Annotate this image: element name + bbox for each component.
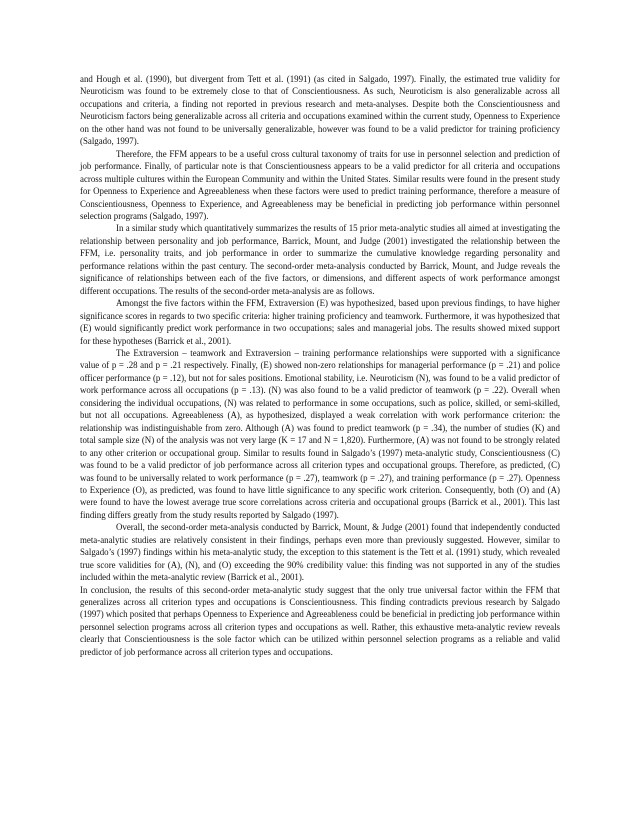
paragraph-6: Overall, the second-order meta-analysis conducted by Barrick, Mount, & Judge (2001) found that independently conducted meta-analytic studies are relatively consistent in their findings, perhaps even more than previously suggested. However, similar to Salgado’s (1997) findings within his meta-analytic study, the exception to this statement is the Tett et al. (1991) study, which revealed true score validities for (A), (N), and (O) exceeding the 90% credibility value: this finding was not supported in any of the studies included within the meta-analytic review (Barrick et al., 2001). (80, 522, 560, 583)
paragraph-5: The Extraversion – teamwork and Extraversion – training performance relationships were supported with a significance value of p = .28 and p = .21 respectively. Finally, (E) showed non-zero relationships for managerial performance (p = .21) and police officer performance (p = .12), but not for sales positions. Emotional stability, i.e. Neuroticism (N), was found to be a valid predictor of work performance across all occupations (p = .13). (N) was also found to be a valid predictor of teamwork (p = .22). Overall when considering the individual occupations, (N) was related to performance in some occupations, such as police, skilled, or semi-skilled, but not all occupations. Agreeableness (A), as hypothesized, displayed a weak correlation with work performance criterion: the relationship was indistinguishable from zero. Although (A) was found to predict teamwork (p = .34), the number of studies (K) and total sample size (N) of the analysis was not very large (K = 17 and N = 1,820). Furthermore, (A) was not found to be strongly related to any other criterion or occupational group. Similar to results found in Salgado’s (1997) meta-analytic study, Conscientiousness (C) was found to be a valid predictor of job performance across all criterion types and occupational groups. Therefore, as predicted, (C) was found to be universally related to work performance (p = .27), teamwork (p = .27), and training performance (p = .27). Openness to Experience (O), as predicted, was found to have little significance to any specific work criterion. Consequently, both (O) and (A) were found to have the lowest average true score correlations across criteria and occupational groups (Barrick et al., 2001). This last finding differs greatly from the study results reported by Salgado (1997). (80, 347, 560, 520)
paragraph-7: In conclusion, the results of this second-order meta-analytic study suggest that the only true universal factor within the FFM that generalizes across all criterion types and occupations is Conscientiousness. This finding contradicts previous research by Salgado (1997) which posited that perhaps Openness to Experience and Agreeableness could be beneficial in predicting job performance within personnel selection programs across all criterion types and occupations as well. Rather, this exhaustive meta-analytic review reveals clearly that Conscientiousness is the sole factor which can be utilized within personnel selection programs as a reliable and valid predictor of job performance across all criterion types and occupations. (80, 584, 560, 657)
paragraph-4: Amongst the five factors within the FFM, Extraversion (E) was hypothesized, based upon previous findings, to have higher significance scores in regards to two specific criteria: higher training proficiency and teamwork. Furthermore, it was hypothesized that (E) would significantly predict work performance in two occupations; sales and managerial jobs. The results showed mixed support for these hypotheses (Barrick et al., 2001). (80, 298, 560, 346)
paragraph-3: In a similar study which quantitatively summarizes the results of 15 prior meta-analytic studies all aimed at investigating the relationship between personality and job performance, Barrick, Mount, and Judge (2001) investigated the relationship between the FFM, i.e. personality traits, and job performance in order to summarize the cumulative knowledge regarding personality and performance relations within the past century. The second-order meta-analysis conducted by Barrick, Mount, and Judge reveals the significance of relationships between each of the five factors, or dimensions, and different aspects of work performance amongst different occupations. The results of the second-order meta-analysis are as follows. (80, 223, 560, 296)
document-body (80, 73, 560, 658)
paragraph-2: Therefore, the FFM appears to be a useful cross cultural taxonomy of traits for use in personnel selection and prediction of job performance. Finally, of particular note is that Conscientiousness appears to be a valid predictor for all criteria and occupations across multiple cultures within the European Community and within the United States. Similar results were found in the present study for Openness to Experience and Agreeableness when these factors were used to predict training performance, therefore a measure of Conscientiousness, Openness to Experience, and Agreeableness may be beneficial in predicting job performance within personnel selection programs (Salgado, 1997). (80, 148, 560, 221)
paragraph-1: and Hough et al. (1990), but divergent from Tett et al. (1991) (as cited in Salgado, 1997). Finally, the estimated true validity for Neuroticism was found to be extremely close to that of Conscientiousness. As such, Neuroticism is also generalizable across all occupations and criteria, a finding not reported in previous research and meta-analyses. Despite both the Conscientiousness and Neuroticism factors being generalizable across all criteria and occupations examined within the current study, Openness to Experience on the other hand was not found to be universally generalizable, however was found to be a valid predictor for training proficiency (Salgado, 1997). (80, 74, 560, 147)
